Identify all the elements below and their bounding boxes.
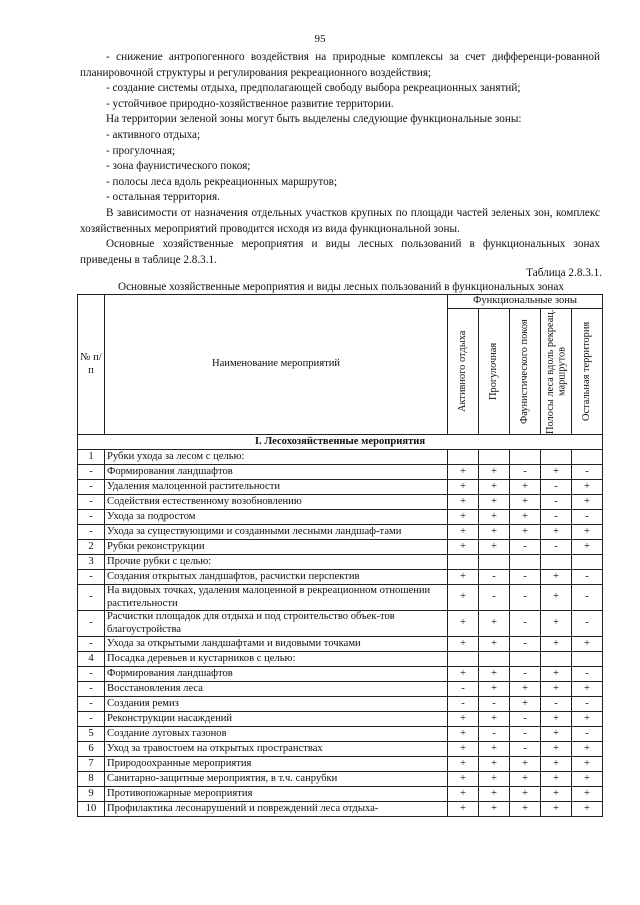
paragraph: В зависимости от назначения отдельных участков крупных по площади частей зеленых зон, комплекс хозяйственных мероприятий проводится исходя из вида функциональной зоны.	[80, 206, 600, 235]
zone-mark: -	[572, 697, 603, 712]
zone-mark: -	[541, 495, 572, 510]
header-zone	[510, 309, 541, 435]
zone-mark: +	[541, 637, 572, 652]
zone-mark: +	[541, 611, 572, 637]
row-number: 4	[78, 652, 105, 667]
zone-mark: +	[448, 585, 479, 611]
zone-mark: +	[572, 682, 603, 697]
table-row	[78, 682, 603, 697]
zone-mark: +	[479, 667, 510, 682]
zone-mark: +	[479, 637, 510, 652]
zone-mark: +	[510, 802, 541, 817]
zone-mark: +	[448, 667, 479, 682]
page-number: 95	[314, 33, 326, 45]
table-row	[78, 465, 603, 480]
row-number: 1	[78, 450, 105, 465]
paragraph: - активного отдыха;	[106, 128, 201, 141]
row-number: -	[78, 570, 105, 585]
zone-mark: +	[448, 772, 479, 787]
zone-mark: +	[541, 570, 572, 585]
row-name: Расчистки площадок для отдыха и под строительство объек-тов благоустройства	[105, 611, 448, 637]
zone-mark: -	[510, 742, 541, 757]
zone-mark: +	[448, 525, 479, 540]
zone-mark	[448, 652, 479, 667]
zone-mark: +	[479, 525, 510, 540]
paragraph: - устойчивое природно-хозяйственное развитие территории.	[106, 97, 394, 110]
zone-mark: -	[541, 540, 572, 555]
measures-table	[77, 294, 603, 817]
row-number: 5	[78, 727, 105, 742]
header-zone-label: Прогулочная	[488, 342, 500, 401]
paragraph: - прогулочная;	[106, 144, 176, 157]
header-zone-label: Активного отдыха	[457, 330, 469, 413]
zone-mark: +	[572, 802, 603, 817]
zone-mark: +	[479, 742, 510, 757]
zone-mark: -	[479, 570, 510, 585]
row-number: -	[78, 697, 105, 712]
row-name: Прочие рубки с целью:	[105, 555, 448, 570]
zone-mark: -	[572, 611, 603, 637]
row-number: -	[78, 585, 105, 611]
header-zones-group: Функциональные зоны	[448, 295, 603, 309]
zone-mark	[510, 555, 541, 570]
zone-mark: -	[448, 697, 479, 712]
zone-mark: +	[448, 611, 479, 637]
zone-mark: -	[572, 465, 603, 480]
zone-mark	[572, 555, 603, 570]
zone-mark: +	[448, 637, 479, 652]
table-row	[78, 611, 603, 637]
zone-mark: +	[510, 495, 541, 510]
zone-mark: +	[510, 772, 541, 787]
zone-mark: +	[448, 727, 479, 742]
zone-mark: +	[479, 772, 510, 787]
row-name: Удаления малоценной растительности	[105, 480, 448, 495]
row-number: -	[78, 637, 105, 652]
zone-mark: +	[572, 495, 603, 510]
row-name: Рубки реконструкции	[105, 540, 448, 555]
zone-mark: +	[479, 510, 510, 525]
zone-mark: -	[510, 540, 541, 555]
zone-mark: +	[541, 667, 572, 682]
row-name: Создания открытых ландшафтов, расчистки перспектив	[105, 570, 448, 585]
table-row	[78, 510, 603, 525]
table-row	[78, 495, 603, 510]
row-name: Формирования ландшафтов	[105, 465, 448, 480]
zone-mark: +	[479, 480, 510, 495]
zone-mark: -	[572, 510, 603, 525]
zone-mark: +	[448, 802, 479, 817]
header-zone-label: Полосы леса вдоль рекреац. маршрутов	[544, 309, 567, 434]
zone-mark: +	[510, 787, 541, 802]
row-number: 8	[78, 772, 105, 787]
zone-mark: +	[448, 742, 479, 757]
zone-mark: +	[541, 742, 572, 757]
zone-mark: -	[572, 570, 603, 585]
zone-mark	[572, 450, 603, 465]
zone-mark: +	[448, 757, 479, 772]
table-row	[78, 787, 603, 802]
row-number: -	[78, 611, 105, 637]
zone-mark: +	[541, 757, 572, 772]
row-name: Природоохранные мероприятия	[105, 757, 448, 772]
zone-mark: +	[572, 480, 603, 495]
zone-mark: +	[479, 495, 510, 510]
table-row	[78, 727, 603, 742]
zone-mark: +	[448, 570, 479, 585]
row-number: 6	[78, 742, 105, 757]
header-zone	[479, 309, 510, 435]
row-number: -	[78, 667, 105, 682]
zone-mark: +	[572, 742, 603, 757]
table-row	[78, 712, 603, 727]
header-zone	[541, 309, 572, 435]
zone-mark: +	[541, 712, 572, 727]
paragraph: - снижение антропогенного воздействия на природные комплексы за счет дифференци-рованной планировочной структуры и регулирования рекреационного воздействия;	[80, 51, 600, 79]
row-number: 9	[78, 787, 105, 802]
table-row	[78, 450, 603, 465]
row-number: -	[78, 495, 105, 510]
paragraph: - создание системы отдыха, предполагающей свободу выбора рекреационных занятий;	[106, 82, 521, 95]
row-number: 3	[78, 555, 105, 570]
body-text	[80, 50, 600, 268]
zone-mark: -	[510, 637, 541, 652]
zone-mark: +	[448, 465, 479, 480]
zone-mark: +	[572, 525, 603, 540]
zone-mark: +	[479, 682, 510, 697]
table-row	[78, 802, 603, 817]
zone-mark	[479, 555, 510, 570]
zone-mark: +	[479, 802, 510, 817]
row-number: -	[78, 525, 105, 540]
zone-mark: +	[479, 465, 510, 480]
zone-mark: +	[479, 712, 510, 727]
table-title: Основные хозяйственные мероприятия и виды лесных пользований в функциональных зонах	[118, 281, 564, 293]
zone-mark: +	[448, 787, 479, 802]
row-name: Посадка деревьев и кустарников с целью:	[105, 652, 448, 667]
row-name: Создания ремиз	[105, 697, 448, 712]
row-name: Профилактика лесонарушений и повреждений леса отдыха-	[105, 802, 448, 817]
header-name: Наименование мероприятий	[105, 295, 448, 435]
zone-mark: +	[541, 585, 572, 611]
zone-mark	[572, 652, 603, 667]
table-row	[78, 757, 603, 772]
table-row	[78, 697, 603, 712]
zone-mark: -	[572, 727, 603, 742]
row-name: Создание луговых газонов	[105, 727, 448, 742]
zone-mark: +	[541, 727, 572, 742]
zone-mark: +	[448, 540, 479, 555]
zone-mark: -	[510, 611, 541, 637]
zone-mark	[541, 652, 572, 667]
row-name: Формирования ландшафтов	[105, 667, 448, 682]
table-row	[78, 742, 603, 757]
table-label: Таблица 2.8.3.1.	[526, 267, 602, 279]
zone-mark: +	[510, 757, 541, 772]
zone-mark: +	[448, 510, 479, 525]
zone-mark: +	[479, 757, 510, 772]
table-row	[78, 555, 603, 570]
row-name: Восстановления леса	[105, 682, 448, 697]
table-row	[78, 525, 603, 540]
zone-mark: +	[541, 682, 572, 697]
zone-mark: +	[572, 772, 603, 787]
paragraph: - полосы леса вдоль рекреационных маршрутов;	[106, 175, 338, 188]
table-row	[78, 480, 603, 495]
header-num: № п/п	[78, 295, 105, 435]
paragraph: - зона фаунистического покоя;	[106, 160, 251, 173]
zone-mark	[448, 450, 479, 465]
row-number: -	[78, 682, 105, 697]
zone-mark: +	[541, 525, 572, 540]
table-row	[78, 652, 603, 667]
zone-mark: +	[510, 510, 541, 525]
zone-mark: -	[510, 465, 541, 480]
header-zone	[572, 309, 603, 435]
row-number: 7	[78, 757, 105, 772]
zone-mark: +	[541, 465, 572, 480]
row-name: Содействия естественному возобновлению	[105, 495, 448, 510]
zone-mark: +	[572, 637, 603, 652]
zone-mark: -	[510, 667, 541, 682]
zone-mark: -	[572, 585, 603, 611]
zone-mark: -	[479, 697, 510, 712]
zone-mark: +	[572, 787, 603, 802]
zone-mark	[479, 450, 510, 465]
zone-mark: -	[510, 727, 541, 742]
zone-mark: +	[510, 480, 541, 495]
row-number: -	[78, 510, 105, 525]
zone-mark: -	[510, 570, 541, 585]
header-zone-label: Остальная территория	[581, 321, 593, 422]
row-name: Ухода за существующими и созданными лесными ландшаф-тами	[105, 525, 448, 540]
zone-mark: -	[510, 585, 541, 611]
zone-mark: -	[541, 510, 572, 525]
row-name: На видовых точках, удаления малоценной в рекреационном отношении растительности	[105, 585, 448, 611]
table-row	[78, 667, 603, 682]
section-title: I. Лесохозяйственные мероприятия	[78, 435, 603, 450]
zone-mark: +	[510, 525, 541, 540]
zone-mark: +	[479, 611, 510, 637]
zone-mark	[541, 555, 572, 570]
zone-mark: -	[541, 697, 572, 712]
row-number: -	[78, 712, 105, 727]
zone-mark: -	[541, 480, 572, 495]
row-name: Ухода за подростом	[105, 510, 448, 525]
row-name: Рубки ухода за лесом с целью:	[105, 450, 448, 465]
zone-mark	[479, 652, 510, 667]
table-row	[78, 540, 603, 555]
zone-mark: -	[448, 682, 479, 697]
table-row	[78, 570, 603, 585]
row-name: Реконструкции насаждений	[105, 712, 448, 727]
header-zone-label: Фаунистического покоя	[519, 319, 531, 424]
paragraph: Основные хозяйственные мероприятия и виды лесных пользований в функциональных зонах приведены в таблице 2.8.3.1.	[80, 238, 600, 266]
row-number: -	[78, 465, 105, 480]
table-row	[78, 772, 603, 787]
zone-mark: -	[479, 727, 510, 742]
header-zone	[448, 309, 479, 435]
row-name: Уход за травостоем на открытых пространствах	[105, 742, 448, 757]
row-name: Ухода за открытыми ландшафтами и видовыми точками	[105, 637, 448, 652]
row-number: 10	[78, 802, 105, 817]
zone-mark: +	[479, 787, 510, 802]
zone-mark	[541, 450, 572, 465]
table-row	[78, 637, 603, 652]
zone-mark	[510, 450, 541, 465]
row-number: -	[78, 480, 105, 495]
zone-mark: -	[479, 585, 510, 611]
zone-mark: +	[541, 802, 572, 817]
table-row	[78, 585, 603, 611]
paragraph: - остальная территория.	[106, 191, 220, 204]
row-number: 2	[78, 540, 105, 555]
zone-mark: +	[510, 697, 541, 712]
zone-mark: +	[448, 480, 479, 495]
zone-mark: -	[572, 667, 603, 682]
zone-mark: +	[572, 540, 603, 555]
row-name: Противопожарные мероприятия	[105, 787, 448, 802]
zone-mark	[448, 555, 479, 570]
zone-mark: +	[541, 787, 572, 802]
zone-mark: +	[448, 712, 479, 727]
zone-mark: +	[541, 772, 572, 787]
zone-mark: +	[572, 757, 603, 772]
paragraph: На территории зеленой зоны могут быть выделены следующие функциональные зоны:	[106, 113, 522, 126]
row-name: Санитарно-защитные мероприятия, в т.ч. санрубки	[105, 772, 448, 787]
zone-mark: +	[572, 712, 603, 727]
zone-mark: +	[510, 682, 541, 697]
zone-mark: +	[448, 495, 479, 510]
zone-mark: -	[510, 712, 541, 727]
zone-mark: +	[479, 540, 510, 555]
zone-mark	[510, 652, 541, 667]
